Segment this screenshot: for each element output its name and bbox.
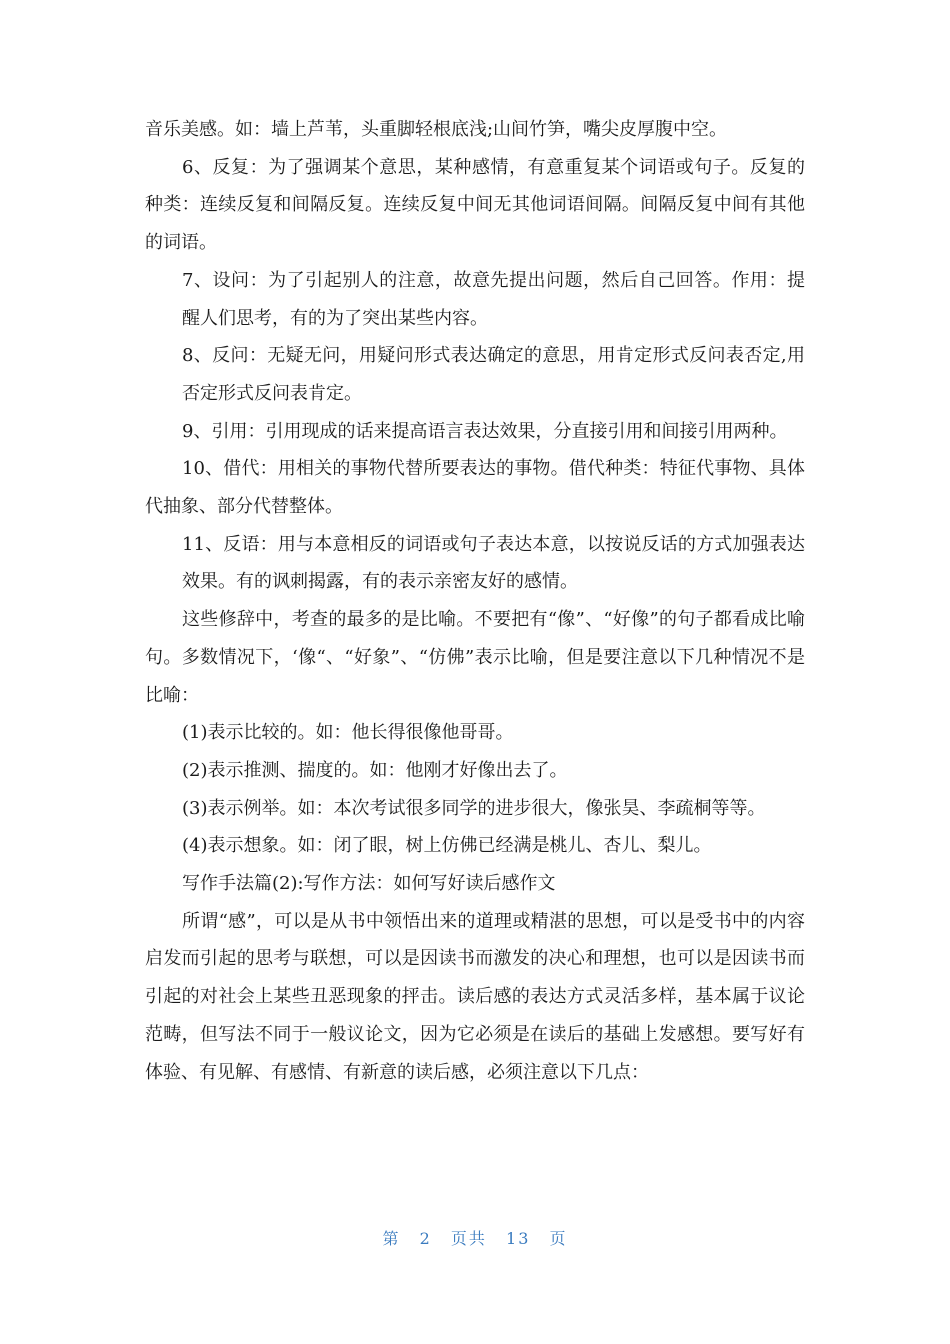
paragraph: 11、反语：用与本意相反的词语或句子表达本意，以按说反话的方式加强表达效果。有的讽刺揭露，有的表示亲密友好的感情。 (182, 533, 805, 593)
list-item: (1)表示比较的。如：他长得很像他哥哥。 (182, 722, 514, 744)
footer-middle: 页共 (450, 1229, 487, 1248)
total-page-count: 13 (506, 1229, 531, 1248)
footer-suffix: 页 (549, 1229, 568, 1248)
paragraph: 所谓“感”，可以是从书中领悟出来的道理或精湛的思想，可以是受书中的内容启发而引起的思考与联想，可以是因读书而激发的决心和理想，也可以是因读书而引起的对社会上某些丑恶现象的抨击。读后感的表达方式灵活多样，基本属于议论范畴，但写法不同于一般议论文，因为它必须是在读后的基础上发感想。要写好有体验、有见解、有感情、有新意的读后感，必须注意以下几点： (145, 910, 805, 1083)
paragraph: 10、借代：用相关的事物代替所要表达的事物。借代种类：特征代事物、具体代抽象、部分代替整体。 (145, 458, 805, 518)
footer-prefix: 第 (382, 1229, 401, 1248)
body-text (145, 111, 805, 1091)
page-footer (0, 1226, 950, 1249)
paragraph: 9、引用：引用现成的话来提高语言表达效果，分直接引用和间接引用两种。 (182, 420, 788, 442)
paragraph: 这些修辞中，考查的最多的是比喻。不要把有“像”、“好像”的句子都看成比喻句。多数情况下，‘像“、“好象”、“仿佛”表示比喻，但是要注意以下几种情况不是比喻： (145, 609, 805, 706)
current-page-number: 2 (419, 1229, 432, 1248)
list-item: (4)表示想象。如：闭了眼，树上仿佛已经满是桃儿、杏儿、梨儿。 (182, 835, 712, 857)
paragraph: 8、反问：无疑无问，用疑问形式表达确定的意思，用肯定形式反问表否定,用否定形式反问表肯定。 (182, 345, 805, 404)
section-heading: 写作手法篇(2):写作方法：如何写好读后感作文 (182, 873, 556, 895)
paragraph: 7、设问：为了引起别人的注意，故意先提出问题，然后自己回答。作用：提醒人们思考，有的为了突出某些内容。 (182, 269, 805, 329)
paragraph: 6、反复：为了强调某个意思，某种感情，有意重复某个词语或句子。反复的种类：连续反复和间隔反复。连续反复中间无其他词语间隔。间隔反复中间有其他的词语。 (145, 156, 805, 254)
list-item: (3)表示例举。如：本次考试很多同学的进步很大，像张昊、李疏桐等等。 (182, 797, 766, 819)
list-item: (2)表示推测、揣度的。如：他刚才好像出去了。 (182, 759, 568, 781)
paragraph: 音乐美感。如：墙上芦苇，头重脚轻根底浅;山间竹笋，嘴尖皮厚腹中空。 (145, 119, 728, 140)
